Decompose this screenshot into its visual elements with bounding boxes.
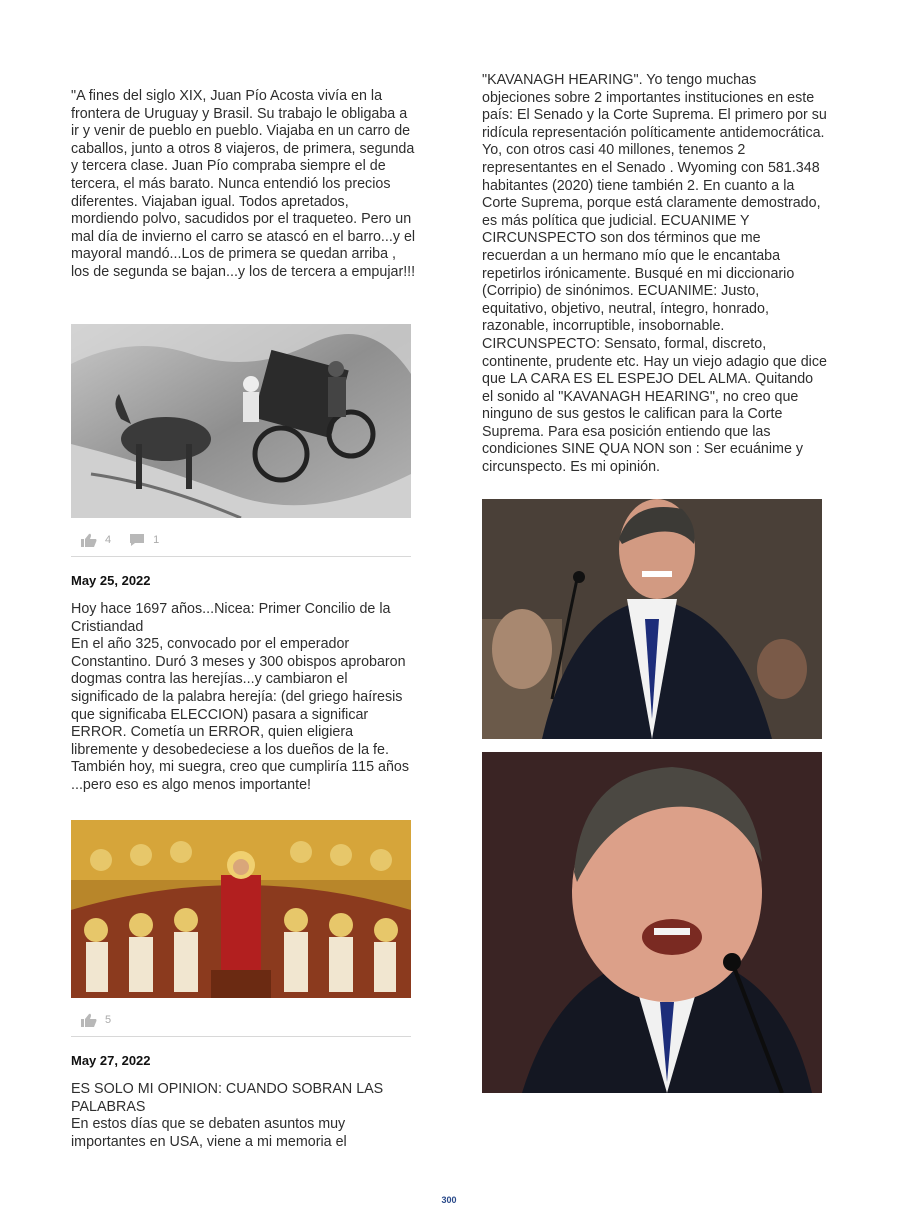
like-count: 5	[105, 1014, 112, 1026]
like-count: 4	[105, 534, 112, 546]
post-divider	[71, 556, 411, 557]
comment-count: 1	[153, 534, 160, 546]
post-date: May 27, 2022	[71, 1053, 151, 1068]
post-date: May 25, 2022	[71, 573, 151, 588]
post-text: ES SOLO MI OPINION: CUANDO SOBRAN LAS PALABRAS En estos días que se debaten asuntos muy importantes en USA, viene a mi memoria el	[71, 1081, 384, 1150]
post-stats	[81, 531, 177, 549]
comment-bubble-icon[interactable]	[129, 533, 145, 547]
photo-hearing-face-2[interactable]	[482, 752, 822, 1093]
page-number: 300	[441, 1195, 457, 1205]
photo-hearing-face-1[interactable]	[482, 499, 822, 739]
post-text-continued: "KAVANAGH HEARING". Yo tengo muchas objeciones sobre 2 importantes instituciones en este país: El Senado y la Corte Suprema. El primero por su ridícula representación políticamente antidemocrática. Yo, con otros casi 40 millones, tenemos 2 representantes en el Senado . Wyoming con 581.348 habitantes (2020) tiene también 2. En cuanto a la Corte Suprema, porque está claramente demostrado, es más política que judicial. ECUANIME Y CIRCUNSPECTO son dos términos que me recuerdan a un hermano mío que le encantaba repetirlos irónicamente. Busqué en mi diccionario (Corripio) de sinónimos. ECUANIME: Justo, equitativo, objetivo, neutral, íntegro, honrado, razonable, incorruptible, insobornable. CIRCUNSPECTO: Sensato, formal, discreto, continente, prudente etc. Hay un viejo adagio que dice que LA CARA ES EL ESPEJO DEL ALMA. Quitando el sonido al "KAVANAGH HEARING", no creo que ninguno de sus gestos le califican para la Corte Suprema. Para esa posición entiendo que las condiciones SINE QUA NON son : Ser ecuánime y circunspecto. Es mi opinión.	[482, 72, 827, 476]
post-stats	[81, 1011, 129, 1029]
post-divider	[71, 1036, 411, 1037]
photo-council-of-nicaea-icon[interactable]	[71, 820, 411, 998]
thumbs-up-icon[interactable]	[81, 533, 97, 547]
thumbs-up-icon[interactable]	[81, 1013, 97, 1027]
post-text: "A fines del siglo XIX, Juan Pío Acosta vivía en la frontera de Uruguay y Brasil. Su trabajo le obligaba a ir y venir de pueblo en pueblo. Viajaba en un carro de caballos, junto a otros 8 viajeros, de primera, segunda y tercera clase. Juan Pío compraba siempre el de tercera, el más barato. Nunca entendió los precios diferentes. Viajaban igual. Todos apretados, mordiendo polvo, sacudidos por el traqueteo. Pero un mal día de invierno el carro se atascó en el barro...y el mayoral mandó...Los de primera se quedan arriba , los de segunda se bajan...y los de tercera a empujar!!!	[71, 88, 416, 280]
photo-stuck-carriage[interactable]	[71, 324, 411, 518]
post-text: Hoy hace 1697 años...Nicea: Primer Concilio de la Cristiandad En el año 325, convocado por el emperador Constantino. Duró 3 meses y 300 obispos aprobaron dogmas contra las herejías...y cambiaron el significado de la palabra herejía: (del griego haíresis que significaba ELECCION) pasara a significar ERROR. Cometía un ERROR, quien eligiera libremente y desobedeciese a los dueños de la fe. También hoy, mi suegra, creo que cumpliría 115 años ...pero eso es algo menos importante!	[71, 601, 410, 793]
